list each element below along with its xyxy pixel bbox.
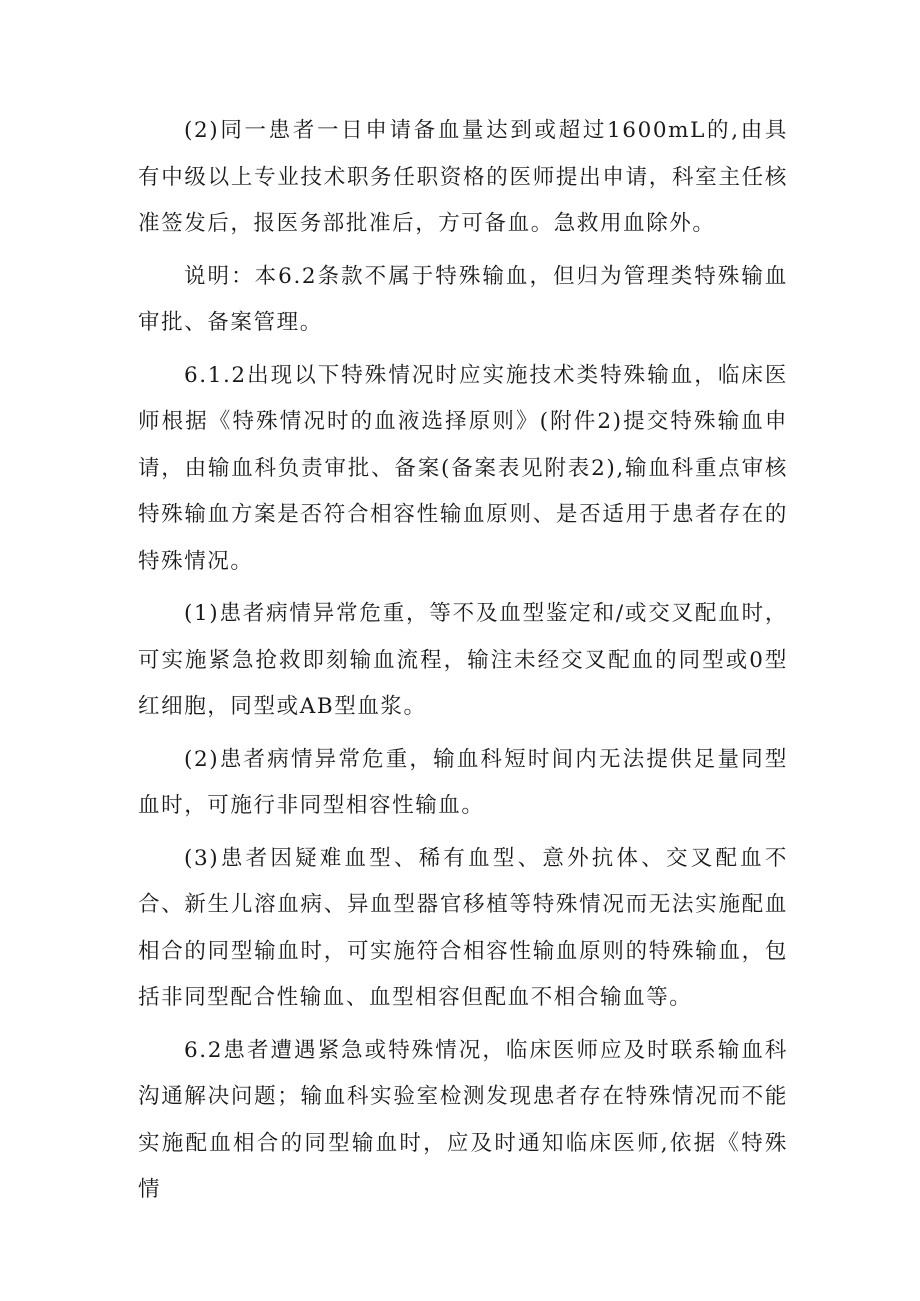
- paragraph-6-2: 6.2患者遭遇紧急或特殊情况，临床医师应及时联系输血科沟通解决问题；输血科实验室检测发现患者存在特殊情况而不能实施配血相合的同型输血时，应及时通知临床医师,依据《特殊情: [138, 1037, 788, 1202]
- paragraph-item-2: (2)患者病情异常危重，输血科短时间内无法提供足量同型血时，可施行非同型相容性输血。: [138, 746, 788, 818]
- paragraph-item-1: (1)患者病情异常危重，等不及血型鉴定和/或交叉配血时，可实施紧急抢救即刻输血流程，输注未经交叉配血的同型或0型红细胞，同型或AB型血浆。: [138, 601, 788, 719]
- paragraph-note: 说明：本6.2条款不属于特殊输血，但归为管理类特殊输血审批、备案管理。: [138, 263, 788, 335]
- paragraph-6-1-2: 6.1.2出现以下特殊情况时应实施技术类特殊输血，临床医师根据《特殊情况时的血液选择原则》(附件2)提交特殊输血申请，由输血科负责审批、备案(备案表见附表2),输血科重点审核特殊输血方案是否符合相容性输血原则、是否适用于患者存在的特殊情况。: [138, 362, 788, 574]
- document-body: [138, 108, 788, 1214]
- paragraph-blood-volume-approval: (2)同一患者一日申请备血量达到或超过1600mL的,由具有中级以上专业技术职务任职资格的医师提出申请，科室主任核准签发后，报医务部批准后，方可备血。急救用血除外。: [138, 118, 788, 236]
- paragraph-item-3: (3)患者因疑难血型、稀有血型、意外抗体、交叉配血不合、新生儿溶血病、异血型器官移植等特殊情况而无法实施配血相合的同型输血时，可实施符合相容性输血原则的特殊输血，包括非同型配合性输血、血型相容但配血不相合输血等。: [138, 845, 788, 1010]
